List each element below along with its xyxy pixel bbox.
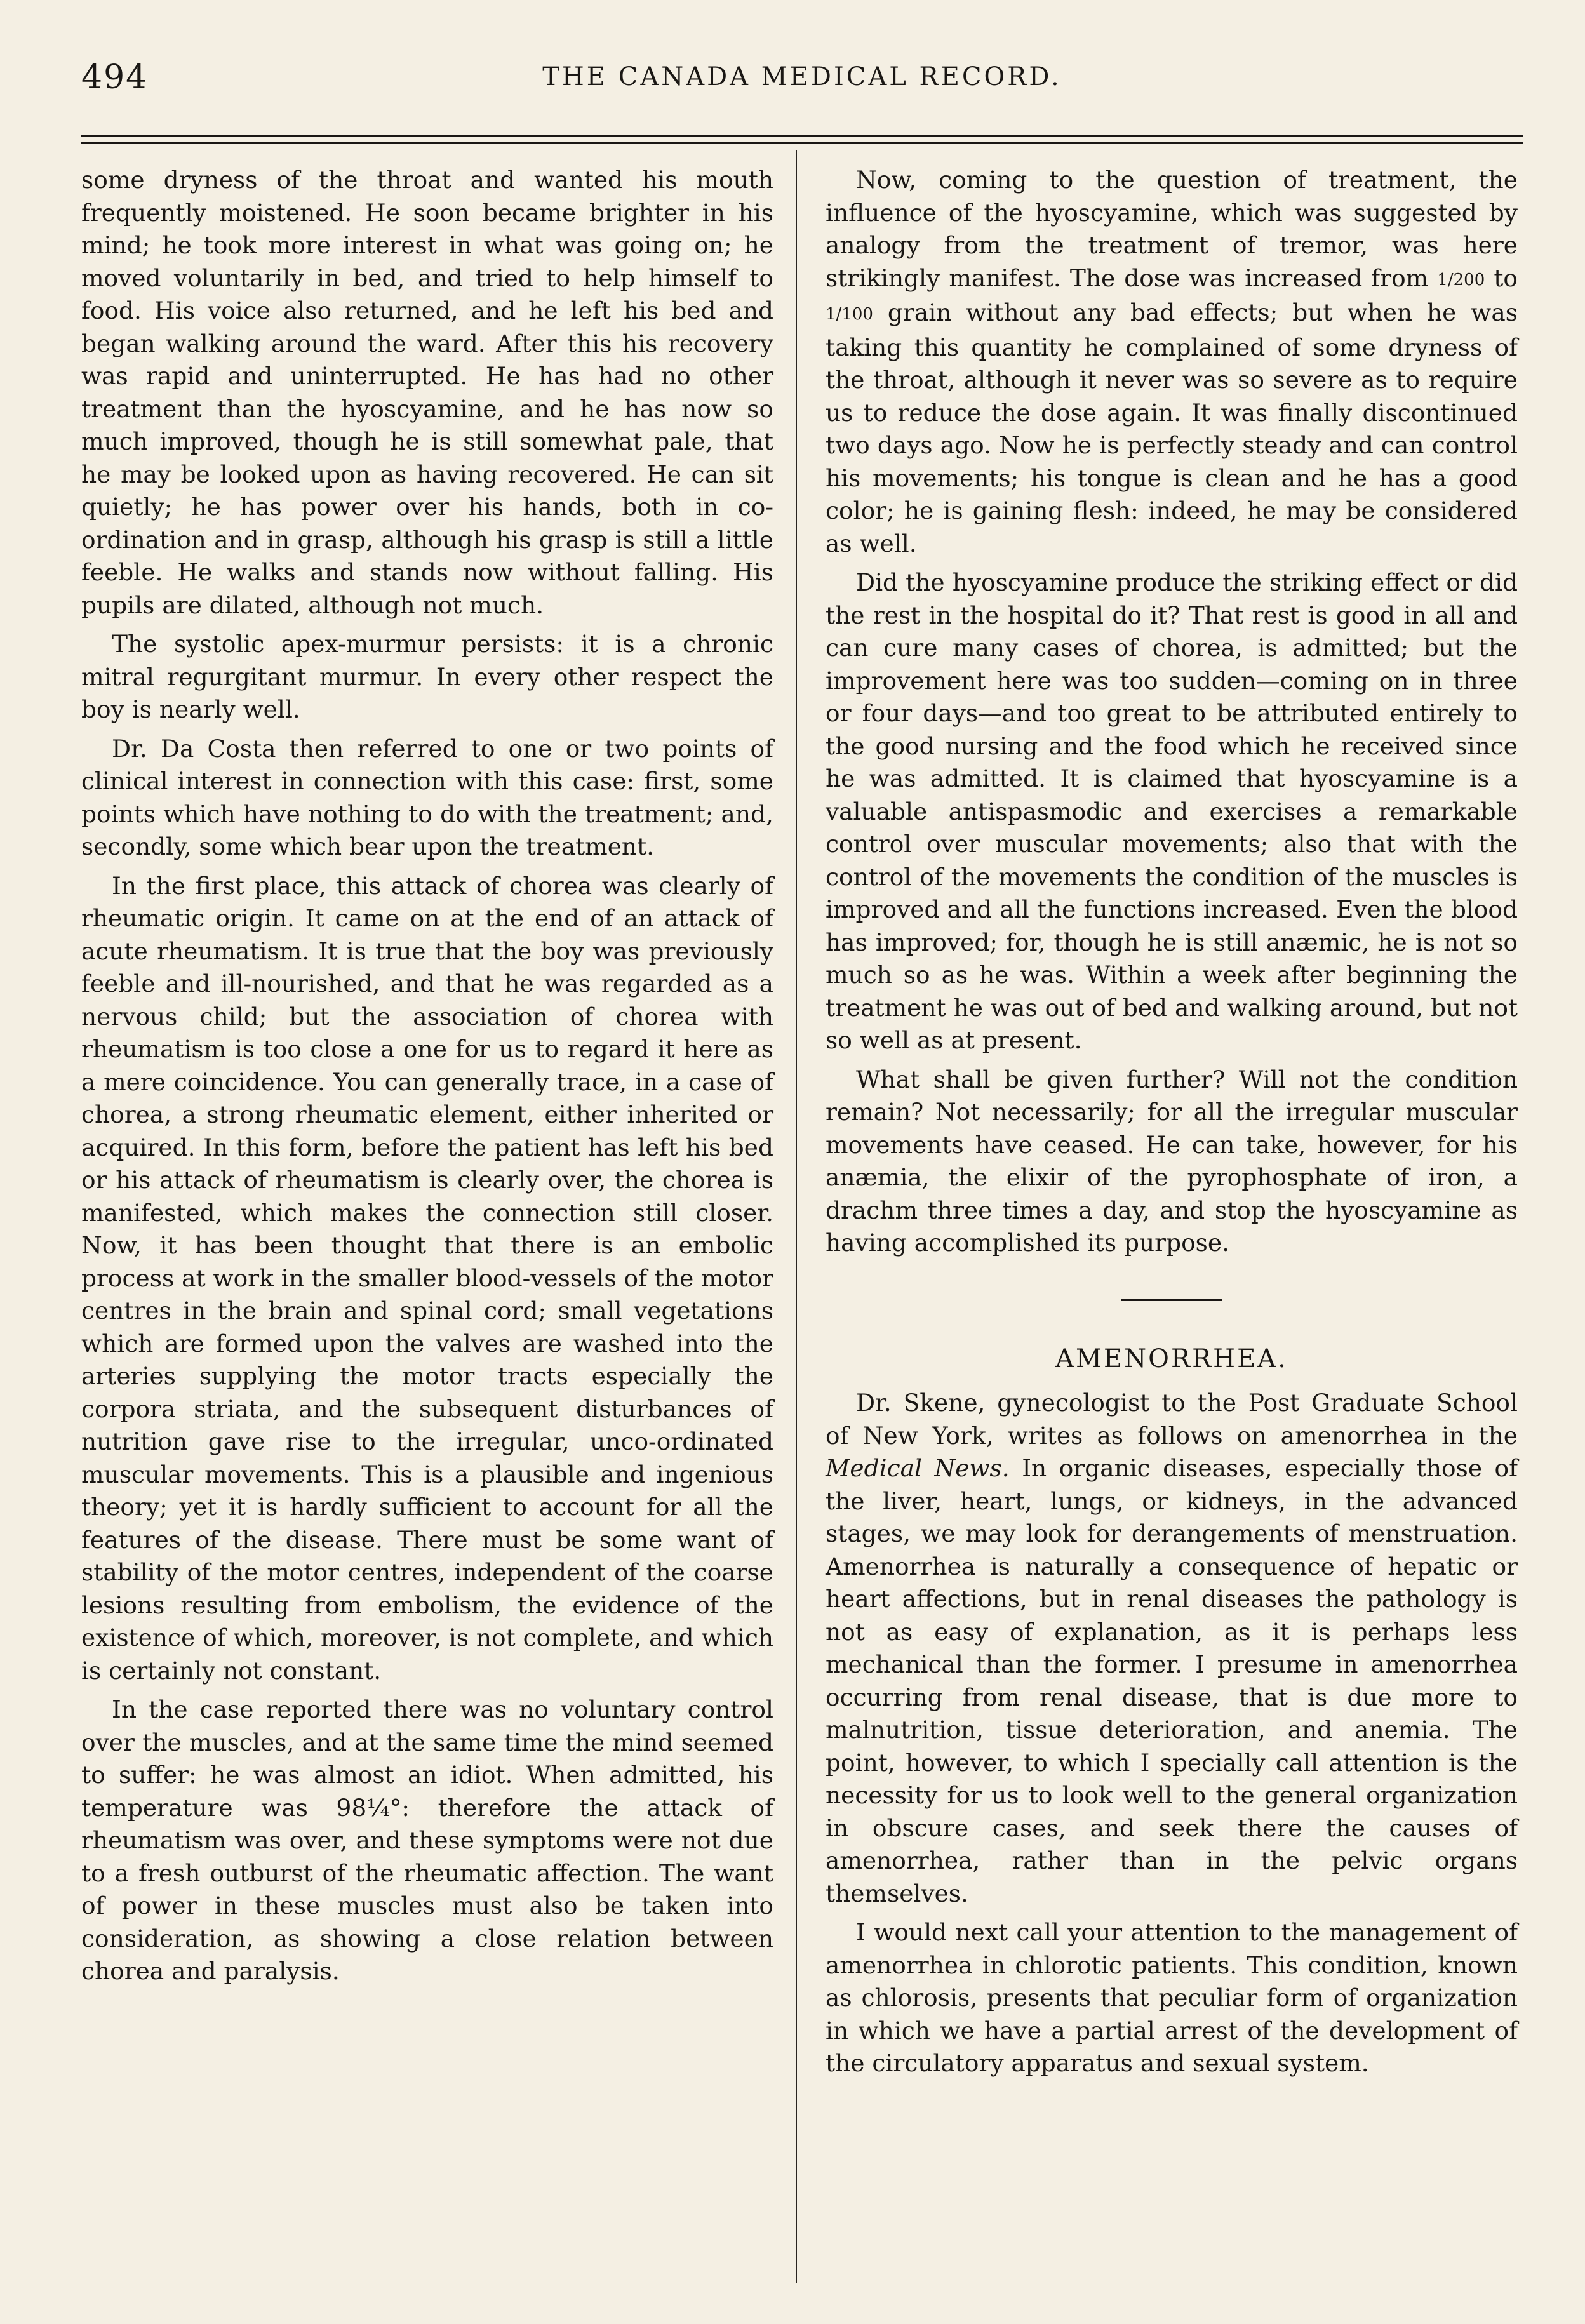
paragraph-text: grain without any bad effects; but when he was taking this quantity he complained of some dryness of the throat, although it never was so severe as to require us to reduce the dose again. It was finally discontinued two days ago. Now he is perfectly steady and can control his movements; his tongue is clean and he has a good color; he is gaining flesh: indeed, he may be considered as well. — [826, 298, 1518, 558]
paragraph — [826, 1387, 1518, 1910]
running-head: THE CANADA MEDICAL RECORD. — [542, 62, 1062, 91]
page-number: 494 — [81, 58, 149, 97]
section-title: AMENORRHEA. — [1055, 1344, 1288, 1373]
paragraph: I would next call your attention to the management of amenorrhea in chlorotic patients. This condition, known as chlorosis, presents that peculiar form of organization in which we have a partial arrest of the development of the circulatory apparatus and sexual system. — [826, 1918, 1518, 2077]
paragraph-text: Now, coming to the question of treatment, the influence of the hyoscyamine, which was suggested by analogy from the treatment of tremor, was here strikingly manifest. The dose was increased from — [826, 166, 1518, 292]
paragraph: Dr. Da Costa then referred to one or two points of clinical interest in connection with this case: first, some points which have nothing to do with the treatment; and, secondly, some which bear upon the treatment. — [81, 734, 773, 860]
paragraph — [81, 1693, 773, 1988]
header-rule-thick — [81, 135, 1523, 137]
paragraph-text: Dr. Skene, gynecologist to the Post Graduate School of New York, writes as follows on amenorrhea in the — [826, 1389, 1518, 1450]
section-divider — [1121, 1299, 1222, 1301]
left-column — [81, 164, 773, 1994]
paragraph-text: therefore the attack of rheumatism was over, and these symptoms were not due to a fresh outburst of the rheumatic affection. The want of power in these muscles must also be taken into consideration, as showing a close relation between chorea and paralysis. — [81, 1793, 773, 1985]
page-header — [81, 58, 1523, 109]
paragraph-text: In the case reported there was no voluntary control over the muscles, and at the same time the mind seemed to suffer: he was almost an idiot. When admitted, his temperature was 98¼°: — [81, 1695, 773, 1822]
paragraph: What shall be given further? Will not the condition remain? Not necessarily; for all the irregular muscular movements have ceased. He can take, however, for his anæmia, the elixir of the pyrophosphate of iron, a drachm three times a day, and stop the hyoscyamine as having accomplished its purpose. — [826, 1065, 1518, 1257]
paragraph-text: to — [1494, 264, 1518, 292]
column-divider — [796, 150, 797, 2283]
right-column — [826, 164, 1518, 2087]
paragraph: some dryness of the throat and wanted his mouth frequently moistened. He soon became brighter in his mind; he took more interest in what was going on; he moved voluntarily in bed, and tried to help himself to food. His voice also returned, and he left his bed and began walking around the ward. After this his recovery was rapid and uninterrupted. He has had no other treatment than the hyoscyamine, and he has now so much improved, though he is still somewhat pale, that he may be looked upon as having recovered. He can sit quietly; he has power over his hands, both in co-ordination and in grasp, although his grasp is still a little feeble. He walks and stands now without falling. His pupils are dilated, although not much. — [81, 166, 773, 619]
paragraph-text: In organic diseases, especially those of the liver, heart, lungs, or kidneys, in the advanced stages, we may look for derangements of menstruation. Amenorrhea is naturally a consequence of hepatic or heart affections, but in renal diseases the pathology is not as easy of explanation, as it is perhaps less mechanical than the former. I presume in amenorrhea occurring from renal disease, that is due more to malnutrition, tissue deterioration, and anemia. The point, however, to which I specially call attention is the necessity for us to look well to the general organization in obscure cases, and seek there the causes of amenorrhea, rather than in the pelvic organs themselves. — [826, 1454, 1518, 1907]
paragraph: The systolic apex-murmur persists: it is a chronic mitral regurgitant murmur. In every other respect the boy is nearly well. — [81, 630, 773, 723]
fraction: 1/200 — [1437, 270, 1485, 290]
fraction: 1/100 — [826, 305, 873, 324]
paragraph: Did the hyoscyamine produce the striking effect or did the rest in the hospital do it? That rest is good in all and can cure many cases of chorea, is admitted; but the improvement here was too sudden—coming on in three or four days—and too great to be attributed entirely to the good nursing and the food which he received since he was admitted. It is claimed that hyoscyamine is a valuable antispasmodic and exercises a remarkable control over muscular movements; also that with the control of the movements the condition of the muscles is improved and all the functions increased. Even the blood has improved; for, though he is still anæmic, he is not so much so as he was. Within a week after beginning the treatment he was out of bed and walking around, but not so well as at present. — [826, 568, 1518, 1054]
paragraph: In the first place, this attack of chorea was clearly of rheumatic origin. It came on at the end of an attack of acute rheumatism. It is true that the boy was previously feeble and ill-nourished, and that he was regarded as a nervous child; but the association of chorea with rheumatism is too close a one for us to regard it here as a mere coincidence. You can generally trace, in a case of chorea, a strong rheumatic element, either inherited or acquired. In this form, before the patient has left his bed or his attack of rheumatism is clearly over, the chorea is manifested, which makes the connection still closer. Now, it has been thought that there is an embolic process at work in the smaller blood-vessels of the motor centres in the brain and spinal cord; small vegetations which are formed upon the valves are washed into the arteries supplying the motor tracts especially the corpora striata, and the subsequent disturbances of nutrition gave rise to the irregular, unco-ordinated muscular movements. This is a plausible and ingenious theory; yet it is hardly sufficient to account for all the features of the disease. There must be some want of stability of the motor centres, independent of the coarse lesions resulting from embolism, the evidence of the existence of which, moreover, is not complete, and which is certainly not constant. — [81, 871, 773, 1685]
journal-title: Medical News. — [826, 1454, 1010, 1482]
header-rule-thin — [81, 142, 1523, 144]
paragraph — [826, 164, 1518, 560]
